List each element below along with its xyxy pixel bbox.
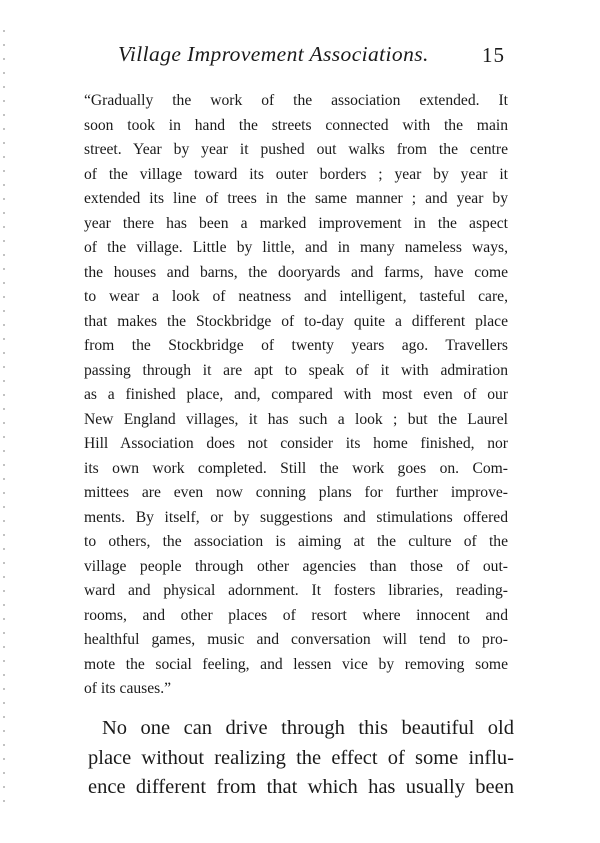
quote-line: New England villages, it has such a look ; but the Laurel (84, 410, 508, 428)
quote-line: mittees are even now conning plans for further improve- (84, 484, 508, 501)
quote-line: of the village. Little by little, and in many nameless ways, (84, 239, 508, 256)
quote-line: healthful games, music and conversation will tend to pro- (84, 631, 508, 648)
quote-line: that makes the Stockbridge of to-day quite a different place (84, 312, 508, 330)
quote-line: from the Stockbridge of twenty years ago. Travellers (84, 337, 508, 354)
binding-edge-marks (3, 30, 5, 810)
quote-line: its own work completed. Still the work goes on. Com- (84, 459, 508, 477)
quote-line: passing through it are apt to speak of it with admiration (84, 361, 508, 379)
page-number: 15 (482, 43, 505, 67)
quote-line: street. Year by year it pushed out walks from the centre (84, 141, 508, 158)
body-line: No one can drive through this beautiful old (102, 717, 514, 739)
body-paragraph (88, 714, 514, 803)
body-line: ence different from that which has usually been (88, 776, 514, 798)
quote-line: ward and physical adornment. It fosters libraries, reading- (84, 582, 508, 599)
quote-line: village people through other agencies than those of out- (84, 557, 508, 575)
quote-line: year there has been a marked improvement in the aspect (84, 214, 508, 232)
quote-line: Hill Association does not consider its home finished, nor (84, 435, 508, 452)
quoted-passage (84, 89, 508, 702)
quote-line: soon took in hand the streets connected with the main (84, 116, 508, 134)
quote-line: ments. By itself, or by suggestions and stimulations offered (84, 508, 508, 526)
quote-line: of the village toward its outer borders ; year by year it (84, 165, 508, 183)
quote-line: the houses and barns, the dooryards and farms, have come (84, 263, 508, 281)
quote-line: of its causes.” (84, 680, 172, 697)
running-head (0, 42, 600, 72)
quote-line: rooms, and other places of resort where innocent and (84, 606, 508, 624)
quote-line: mote the social feeling, and lessen vice by removing some (84, 655, 508, 673)
quote-line: as a finished place, and, compared with most even of our (84, 386, 508, 403)
quote-line: “Gradually the work of the association extended. It (84, 92, 508, 109)
quote-line: to others, the association is aiming at the culture of the (84, 533, 508, 550)
quote-line: extended its line of trees in the same manner ; and year by (84, 190, 508, 207)
body-line: place without realizing the effect of some influ- (88, 746, 514, 769)
running-title: Village Improvement Associations. (118, 42, 429, 66)
quote-line: to wear a look of neatness and intelligent, tasteful care, (84, 288, 508, 305)
